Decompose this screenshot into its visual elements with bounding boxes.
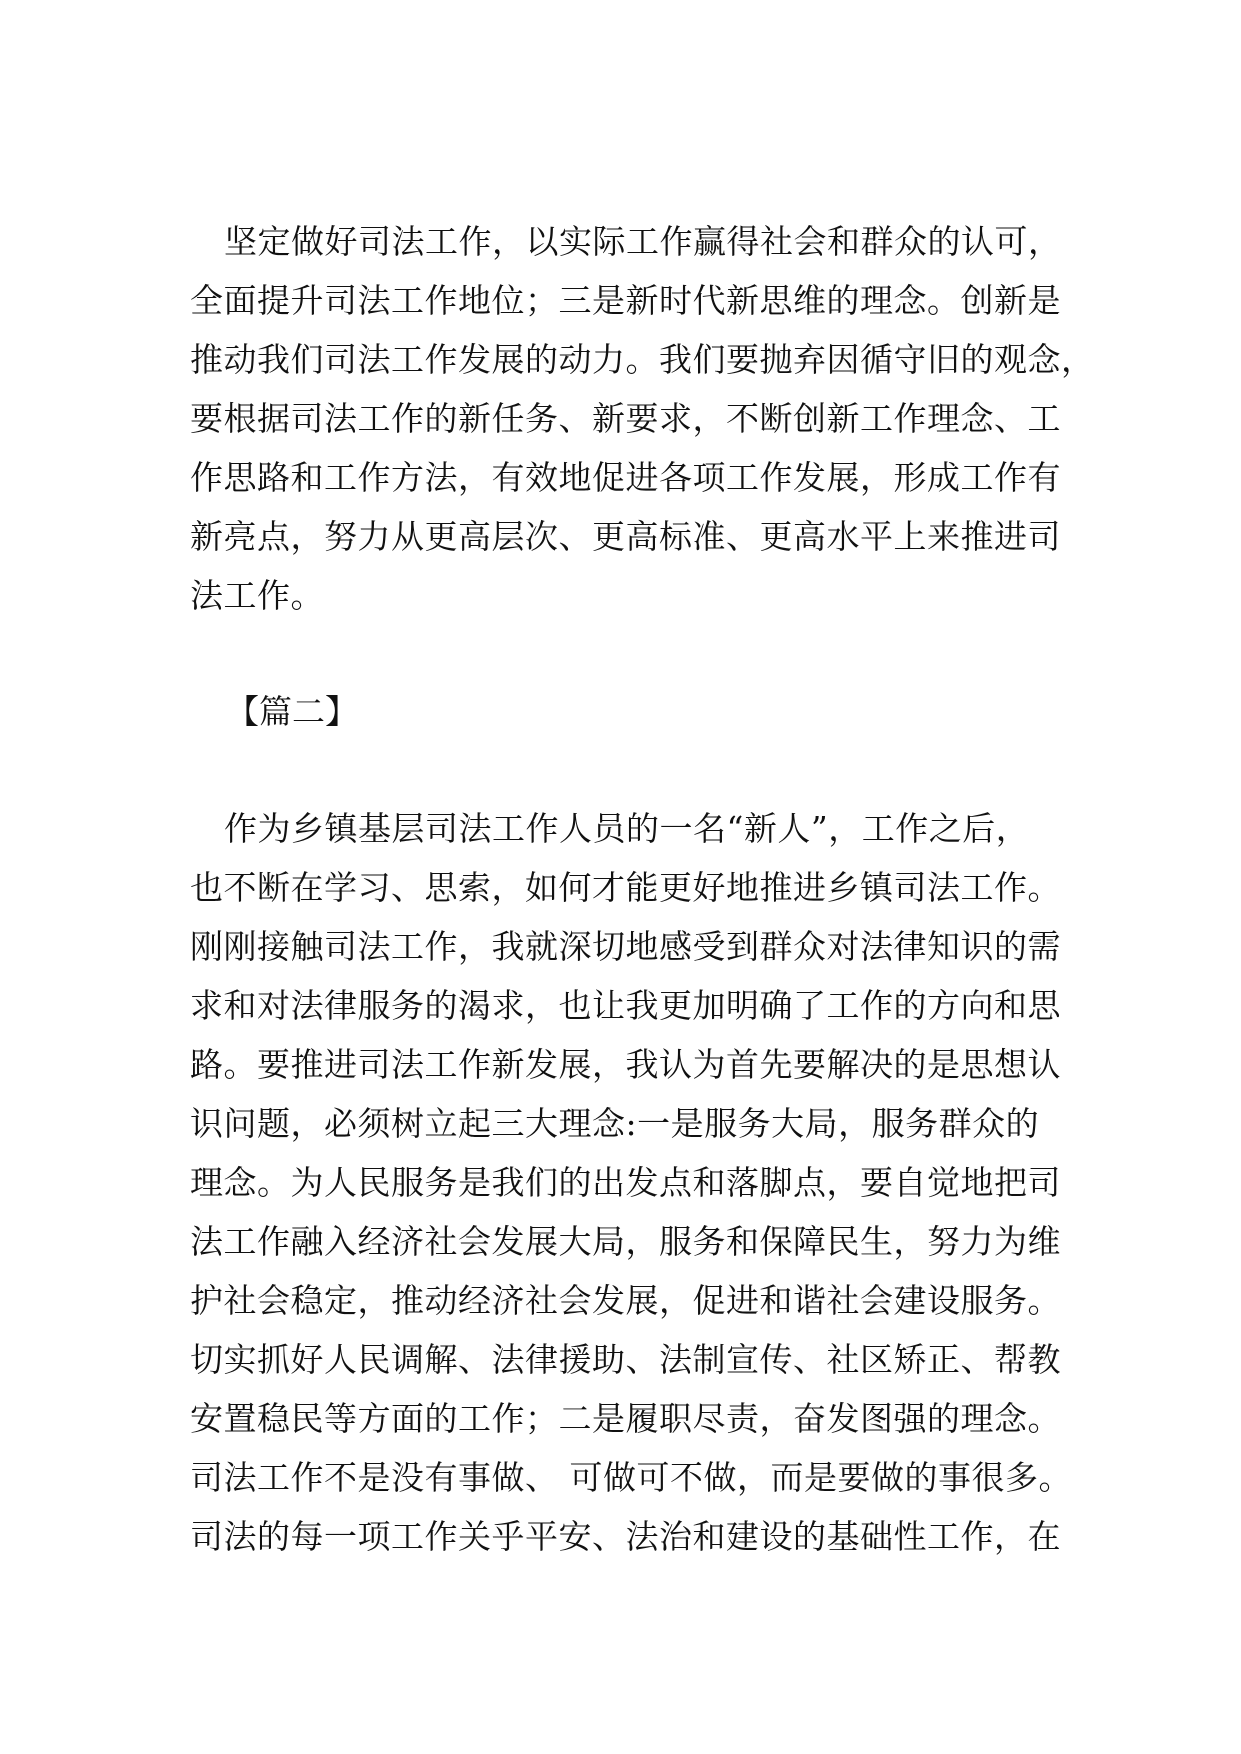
- paragraph-line: 法工作融入经济社会发展大局，服务和保障民生，努力为维: [190, 1222, 1061, 1261]
- section-heading: 【篇二】: [226, 692, 358, 731]
- paragraph-line: 司法工作不是没有事做、 可做可不做，而是要做的事很多。: [190, 1458, 1072, 1497]
- paragraph-line: 求和对法律服务的渴求，也让我更加明确了工作的方向和思: [190, 986, 1061, 1025]
- paragraph-line: 法工作。: [190, 576, 324, 615]
- paragraph-line: 全面提升司法工作地位；三是新时代新思维的理念。创新是: [190, 281, 1061, 320]
- paragraph-line: 司法的每一项工作关乎平安、法治和建设的基础性工作，在: [190, 1517, 1061, 1556]
- paragraph-line: 护社会稳定，推动经济社会发展，促进和谐社会建设服务。: [190, 1281, 1061, 1320]
- paragraph-line: 切实抓好人民调解、法律援助、法制宣传、社区矫正、帮教: [190, 1340, 1061, 1379]
- paragraph-line: 坚定做好司法工作，以实际工作赢得社会和群众的认可，: [224, 222, 1062, 261]
- paragraph-line: 理念。为人民服务是我们的出发点和落脚点，要自觉地把司: [190, 1163, 1061, 1202]
- paragraph-line: 作为乡镇基层司法工作人员的一名“新人”，工作之后，: [224, 809, 1030, 848]
- paragraph-line: 作思路和工作方法，有效地促进各项工作发展，形成工作有: [190, 458, 1061, 497]
- paragraph-line: 识问题，必须树立起三大理念:一是服务大局，服务群众的: [190, 1104, 1040, 1143]
- paragraph-line: 新亮点，努力从更高层次、更高标准、更高水平上来推进司: [190, 517, 1061, 556]
- paragraph-line: 刚刚接触司法工作，我就深切地感受到群众对法律知识的需: [190, 927, 1061, 966]
- paragraph-line: 路。要推进司法工作新发展，我认为首先要解决的是思想认: [190, 1045, 1061, 1084]
- paragraph-line: 要根据司法工作的新任务、新要求，不断创新工作理念、工: [190, 399, 1061, 438]
- paragraph-line: 推动我们司法工作发展的动力。我们要抛弃因循守旧的观念，: [190, 340, 1095, 379]
- paragraph-line: 也不断在学习、思索，如何才能更好地推进乡镇司法工作。: [190, 868, 1061, 907]
- paragraph-line: 安置稳民等方面的工作；二是履职尽责，奋发图强的理念。: [190, 1399, 1061, 1438]
